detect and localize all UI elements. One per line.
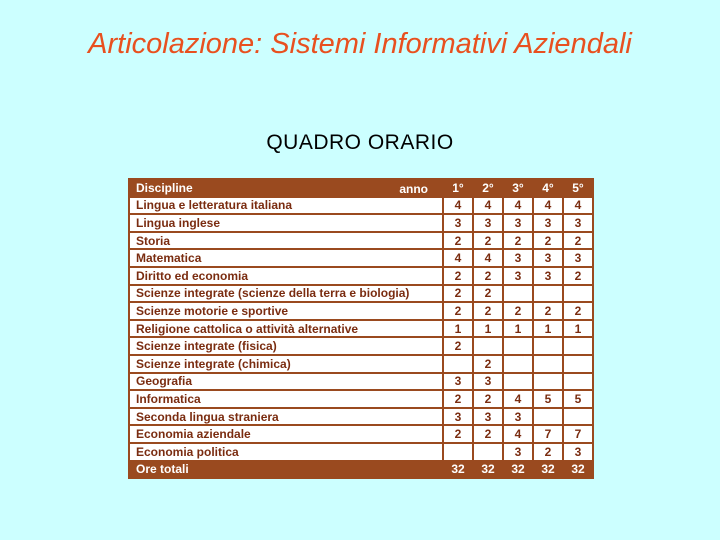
hours-cell: 3 xyxy=(443,214,473,232)
timetable xyxy=(128,178,594,479)
hours-cell: 2 xyxy=(533,443,563,461)
hours-cell: 2 xyxy=(443,425,473,443)
hours-cell: 2 xyxy=(473,425,503,443)
header-discipline-cell xyxy=(129,179,443,197)
hours-cell: 2 xyxy=(443,302,473,320)
subject-name: Scienze integrate (fisica) xyxy=(129,337,443,355)
hours-cell: 3 xyxy=(443,373,473,391)
hours-cell: 3 xyxy=(443,408,473,426)
hours-cell xyxy=(563,408,593,426)
table-row xyxy=(129,425,593,443)
subject-name: Religione cattolica o attività alternative xyxy=(129,320,443,338)
hours-cell: 2 xyxy=(563,302,593,320)
hours-cell: 3 xyxy=(563,249,593,267)
subject-name: Scienze integrate (scienze della terra e biologia) xyxy=(129,285,443,303)
hours-cell xyxy=(503,373,533,391)
hours-cell xyxy=(503,337,533,355)
hours-cell xyxy=(533,408,563,426)
header-year-5: 5° xyxy=(563,179,593,197)
table-row xyxy=(129,197,593,215)
table-row xyxy=(129,337,593,355)
total-label: Ore totali xyxy=(129,461,443,479)
subject-name: Geografia xyxy=(129,373,443,391)
hours-cell: 2 xyxy=(443,390,473,408)
subject-name: Economia aziendale xyxy=(129,425,443,443)
subject-name: Diritto ed economia xyxy=(129,267,443,285)
hours-cell: 1 xyxy=(473,320,503,338)
hours-cell: 3 xyxy=(533,214,563,232)
hours-cell: 3 xyxy=(503,214,533,232)
hours-cell xyxy=(533,285,563,303)
table-header-row xyxy=(129,179,593,197)
hours-cell: 4 xyxy=(533,197,563,215)
hours-cell: 4 xyxy=(563,197,593,215)
hours-cell: 2 xyxy=(563,267,593,285)
subject-name: Scienze motorie e sportive xyxy=(129,302,443,320)
hours-cell: 3 xyxy=(533,249,563,267)
hours-cell: 3 xyxy=(503,408,533,426)
hours-cell xyxy=(503,285,533,303)
total-hours-cell: 32 xyxy=(563,461,593,479)
hours-cell: 3 xyxy=(473,214,503,232)
hours-cell: 2 xyxy=(503,232,533,250)
header-anno-label: anno xyxy=(399,182,428,196)
hours-cell: 2 xyxy=(563,232,593,250)
hours-cell: 2 xyxy=(473,285,503,303)
header-discipline-label: Discipline xyxy=(136,180,193,195)
hours-cell: 4 xyxy=(503,425,533,443)
subject-name: Matematica xyxy=(129,249,443,267)
hours-cell: 7 xyxy=(563,425,593,443)
header-year-3: 3° xyxy=(503,179,533,197)
hours-cell xyxy=(563,373,593,391)
subject-name: Scienze integrate (chimica) xyxy=(129,355,443,373)
subject-name: Storia xyxy=(129,232,443,250)
hours-cell xyxy=(563,337,593,355)
hours-cell: 4 xyxy=(503,390,533,408)
table-row xyxy=(129,443,593,461)
total-hours-cell: 32 xyxy=(443,461,473,479)
hours-cell: 4 xyxy=(503,197,533,215)
table-row xyxy=(129,355,593,373)
hours-cell xyxy=(533,337,563,355)
table-row xyxy=(129,302,593,320)
subject-name: Informatica xyxy=(129,390,443,408)
hours-cell: 4 xyxy=(473,197,503,215)
header-year-2: 2° xyxy=(473,179,503,197)
hours-cell: 4 xyxy=(443,249,473,267)
hours-cell: 1 xyxy=(533,320,563,338)
table-row xyxy=(129,249,593,267)
hours-cell xyxy=(473,337,503,355)
hours-cell xyxy=(443,443,473,461)
hours-cell: 2 xyxy=(443,337,473,355)
hours-cell: 3 xyxy=(503,267,533,285)
header-year-4: 4° xyxy=(533,179,563,197)
subject-name: Lingua inglese xyxy=(129,214,443,232)
subject-name: Seconda lingua straniera xyxy=(129,408,443,426)
hours-cell: 3 xyxy=(563,214,593,232)
hours-cell: 4 xyxy=(443,197,473,215)
hours-cell: 1 xyxy=(563,320,593,338)
header-year-1: 1° xyxy=(443,179,473,197)
hours-cell: 3 xyxy=(503,443,533,461)
slide-title: Articolazione: Sistemi Informativi Aziendali xyxy=(88,28,632,60)
hours-cell xyxy=(533,355,563,373)
table-row xyxy=(129,373,593,391)
total-row xyxy=(129,461,593,479)
hours-cell xyxy=(503,355,533,373)
hours-cell: 3 xyxy=(563,443,593,461)
hours-cell: 2 xyxy=(443,267,473,285)
subject-name: Lingua e letteratura italiana xyxy=(129,197,443,215)
table-row xyxy=(129,320,593,338)
total-hours-cell: 32 xyxy=(503,461,533,479)
table-row xyxy=(129,232,593,250)
table-row xyxy=(129,408,593,426)
hours-cell: 5 xyxy=(563,390,593,408)
hours-cell: 3 xyxy=(533,267,563,285)
table-row xyxy=(129,285,593,303)
hours-cell xyxy=(563,355,593,373)
table-row xyxy=(129,214,593,232)
hours-cell: 2 xyxy=(443,285,473,303)
hours-cell: 2 xyxy=(443,232,473,250)
hours-cell: 1 xyxy=(443,320,473,338)
hours-cell xyxy=(473,443,503,461)
hours-cell: 7 xyxy=(533,425,563,443)
hours-cell xyxy=(563,285,593,303)
hours-cell: 2 xyxy=(473,302,503,320)
hours-cell xyxy=(443,355,473,373)
total-hours-cell: 32 xyxy=(533,461,563,479)
hours-cell: 2 xyxy=(473,267,503,285)
hours-cell: 2 xyxy=(533,232,563,250)
hours-cell: 2 xyxy=(503,302,533,320)
hours-cell xyxy=(533,373,563,391)
hours-cell: 5 xyxy=(533,390,563,408)
hours-cell: 1 xyxy=(503,320,533,338)
subject-name: Economia politica xyxy=(129,443,443,461)
slide-subtitle: QUADRO ORARIO xyxy=(266,131,454,154)
hours-cell: 2 xyxy=(473,390,503,408)
hours-cell: 2 xyxy=(533,302,563,320)
hours-cell: 2 xyxy=(473,232,503,250)
hours-cell: 2 xyxy=(473,355,503,373)
hours-cell: 3 xyxy=(473,408,503,426)
table-row xyxy=(129,267,593,285)
total-hours-cell: 32 xyxy=(473,461,503,479)
hours-cell: 4 xyxy=(473,249,503,267)
hours-cell: 3 xyxy=(473,373,503,391)
hours-cell: 3 xyxy=(503,249,533,267)
table-row xyxy=(129,390,593,408)
